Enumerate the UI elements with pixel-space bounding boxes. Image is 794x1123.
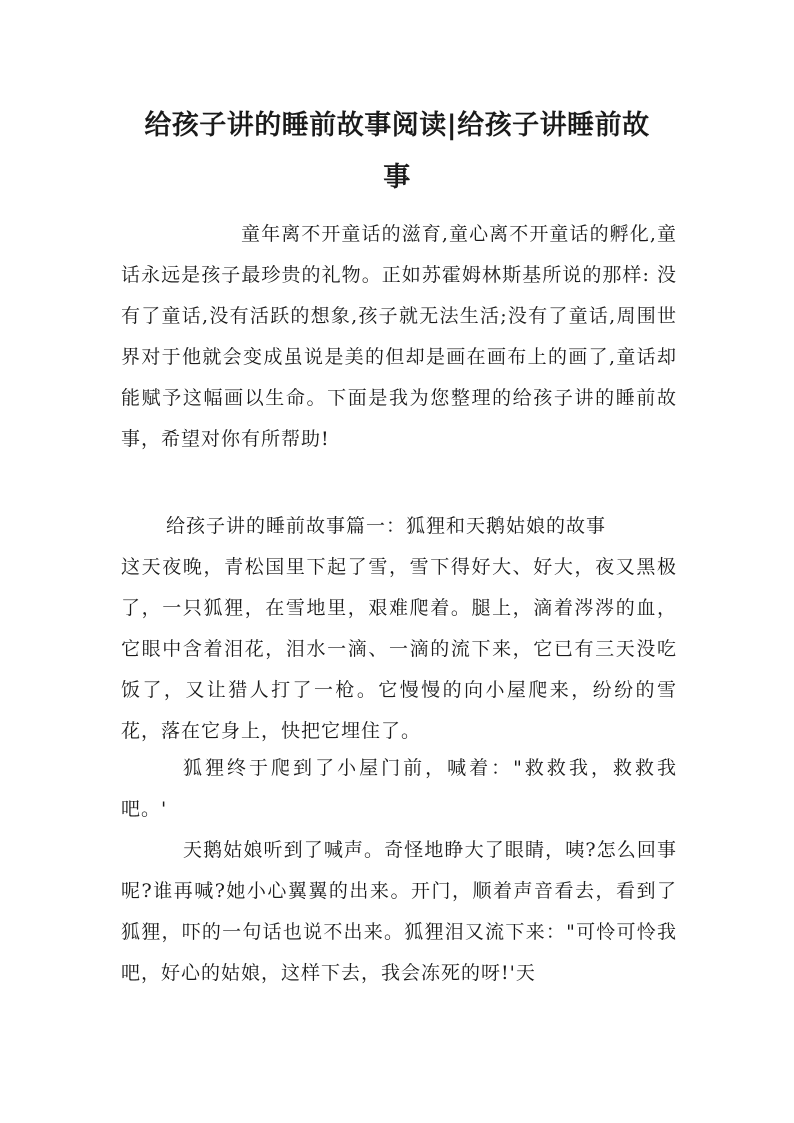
- story-heading: 给孩子讲的睡前故事篇一：狐狸和天鹅姑娘的故事: [166, 515, 607, 537]
- document-title: [110, 100, 684, 204]
- story-section: [121, 506, 677, 752]
- story-paragraph-3: 天鹅姑娘听到了喊声。奇怪地睁大了眼睛，咦?怎么回事呢?谁再喊?她小心翼翼的出来。开门，顺着声音看去，看到了狐狸，吓的一句话也说不出来。狐狸泪又流下来："可怜可怜我吧，好心的姑娘，这样下去，我会冻死的呀!'天: [121, 839, 677, 984]
- story-paragraph-1: 这天夜晚，青松国里下起了雪，雪下得好大、好大，夜又黑极了，一只狐狸，在雪地里，艰难爬着。腿上，滴着涔涔的血，它眼中含着泪花，泪水一滴、一滴的流下来，它已有三天没吃饭了，又让猎人打了一枪。它慢慢的向小屋爬来，纷纷的雪花，落在它身上，快把它埋住了。: [121, 556, 677, 742]
- intro-paragraph: 童年离不开童话的滋育,童心离不开童话的孵化,童话永远是孩子最珍贵的礼物。正如苏霍姆林斯基所说的那样: 没有了童话,没有活跃的想象,孩子就无法生活;没有了童话,周围世界对于他就会变成虽说是美的但却是画在画布上的画了,童话却能赋予这幅画以生命。下面是我为您整理的给孩子讲的睡前故事，希望对你有所帮助!: [121, 223, 677, 450]
- story-paragraph-2: 狐狸终于爬到了小屋门前，喊着："救救我，救救我吧。': [121, 757, 677, 820]
- title-line-1: 给孩子讲的睡前故事阅读|给孩子讲睡前故: [144, 110, 650, 141]
- title-line-2: 事: [383, 162, 411, 193]
